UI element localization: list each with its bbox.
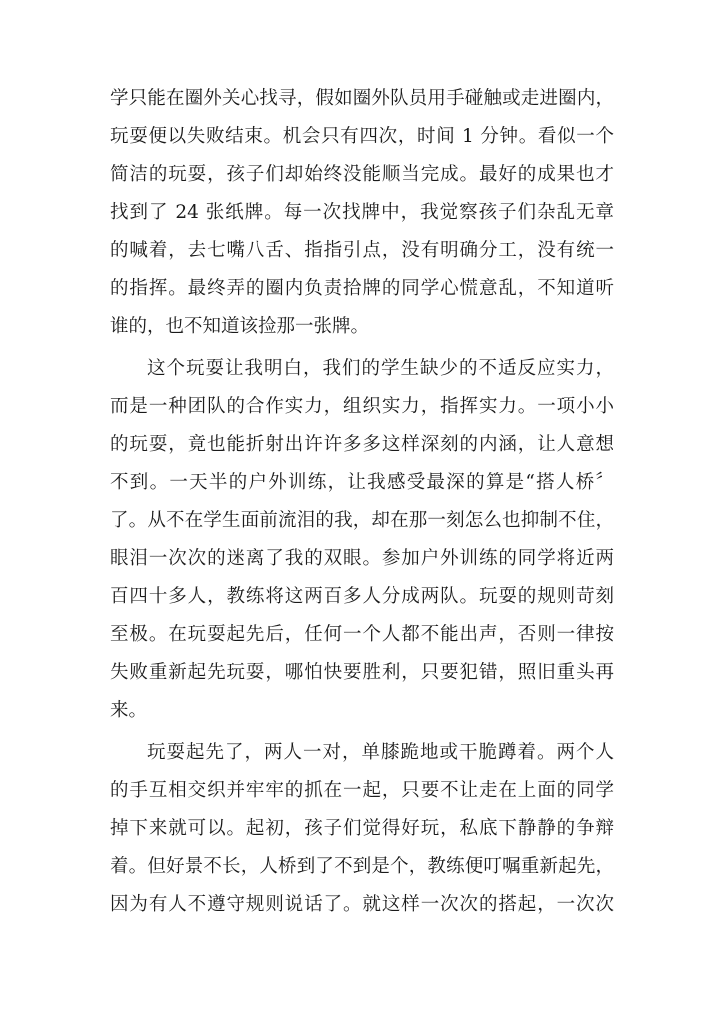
- text-line: 百四十多人，教练将这两百多人分成两队。玩耍的规则苛刻: [110, 586, 614, 607]
- text-line: 的指挥。最终弄的圈内负责拾牌的同学心慌意乱，不知道听: [110, 278, 614, 299]
- paragraph-1: [110, 80, 614, 346]
- text-line: 了。从不在学生面前流泪的我，却在那一刻怎么也抑制不住，: [110, 510, 614, 531]
- paragraph-3: [110, 734, 614, 924]
- paragraph-2: [110, 350, 614, 730]
- document-page: [110, 80, 614, 924]
- text-line: 玩耍便以失败结束。机会只有四次，时间 1 分钟。看似一个: [110, 126, 614, 147]
- text-line: 掉下来就可以。起初，孩子们觉得好玩，私底下静静的争辩: [110, 818, 614, 839]
- text-line: 学只能在圈外关心找寻，假如圈外队员用手碰触或走进圈内，: [110, 88, 614, 109]
- text-line: 眼泪一次次的迷离了我的双眼。参加户外训练的同学将近两: [110, 548, 614, 569]
- text-line: 简洁的玩耍，孩子们却始终没能顺当完成。最好的成果也才: [110, 164, 614, 185]
- text-line: 找到了 24 张纸牌。每一次找牌中，我觉察孩子们杂乱无章: [110, 202, 614, 223]
- text-line: 因为有人不遵守规则说话了。就这样一次次的搭起，一次次: [110, 894, 614, 915]
- text-line: 而是一种团队的合作实力，组织实力，指挥实力。一项小小: [110, 396, 614, 417]
- text-line: 的玩耍，竟也能折射出许许多多这样深刻的内涵，让人意想: [110, 434, 614, 455]
- text-line: 不到。一天半的户外训练，让我感受最深的算是“搭人桥〞: [110, 472, 614, 493]
- text-line: 的喊着，去七嘴八舌、指指引点，没有明确分工，没有统一: [110, 240, 614, 261]
- text-line: 着。但好景不长，人桥到了不到是个，教练便叮嘱重新起先，: [110, 856, 614, 877]
- text-line: 谁的，也不知道该捡那一张牌。: [110, 316, 370, 337]
- text-line: 来。: [110, 700, 148, 721]
- text-line: 玩耍起先了，两人一对，单膝跪地或干脆蹲着。两个人: [147, 742, 614, 763]
- text-line: 失败重新起先玩耍，哪怕快要胜利，只要犯错，照旧重头再: [110, 662, 614, 683]
- text-line: 这个玩耍让我明白，我们的学生缺少的不适反应实力，: [147, 358, 614, 379]
- text-line: 的手互相交织并牢牢的抓在一起，只要不让走在上面的同学: [110, 780, 614, 801]
- text-line: 至极。在玩耍起先后，任何一个人都不能出声，否则一律按: [110, 624, 614, 645]
